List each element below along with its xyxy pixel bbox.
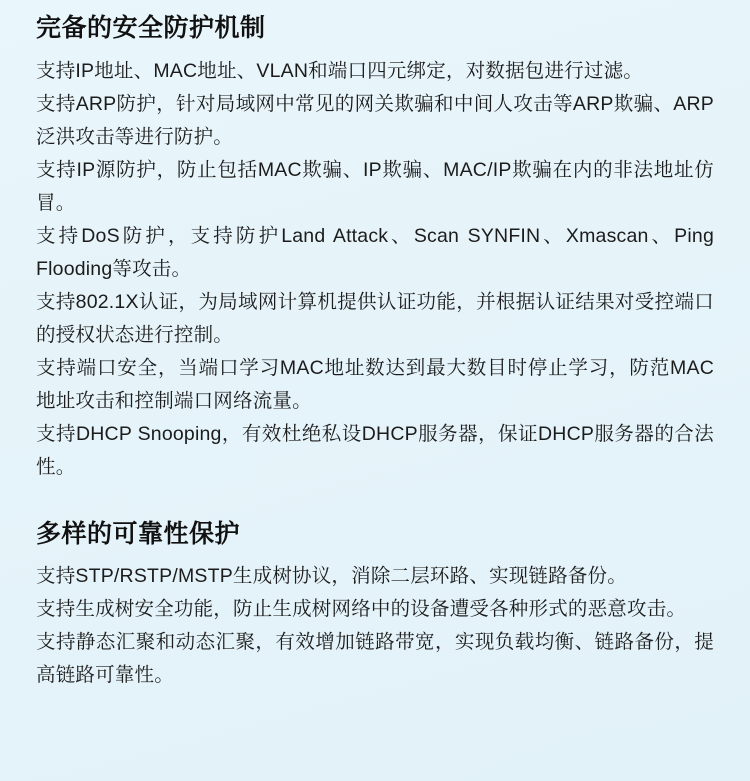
- paragraph: 支持IP地址、MAC地址、VLAN和端口四元绑定，对数据包进行过滤。: [36, 59, 643, 82]
- paragraph: 支持802.1X认证，为局域网计算机提供认证功能，并根据认证结果对受控端口的授权状态进行控制。: [36, 290, 714, 346]
- paragraph: 支持ARP防护，针对局域网中常见的网关欺骗和中间人攻击等ARP欺骗、ARP泛洪攻击等进行防护。: [36, 92, 714, 148]
- section-title-security: 完备的安全防护机制: [36, 14, 266, 42]
- paragraph: 支持STP/RSTP/MSTP生成树协议，消除二层环路、实现链路备份。: [36, 565, 627, 587]
- section-security: [36, 12, 714, 484]
- paragraph: 支持DoS防护，支持防护Land Attack、Scan SYNFIN、Xmascan、Ping Flooding等攻击。: [36, 224, 714, 280]
- section-title-reliability: 多样的可靠性保护: [36, 519, 241, 548]
- paragraph: 支持生成树安全功能，防止生成树网络中的设备遭受各种形式的恶意攻击。: [36, 598, 687, 620]
- paragraph: 支持静态汇聚和动态汇聚，有效增加链路带宽，实现负载均衡、链路备份，提高链路可靠性。: [36, 631, 714, 686]
- paragraph: 支持IP源防护，防止包括MAC欺骗、IP欺骗、MAC/IP欺骗在内的非法地址仿冒。: [36, 158, 714, 214]
- paragraph: 支持端口安全，当端口学习MAC地址数达到最大数目时停止学习，防范MAC地址攻击和控制端口网络流量。: [36, 356, 714, 412]
- section-reliability: [36, 518, 714, 693]
- paragraph: 支持DHCP Snooping，有效杜绝私设DHCP服务器，保证DHCP服务器的合法性。: [36, 422, 714, 478]
